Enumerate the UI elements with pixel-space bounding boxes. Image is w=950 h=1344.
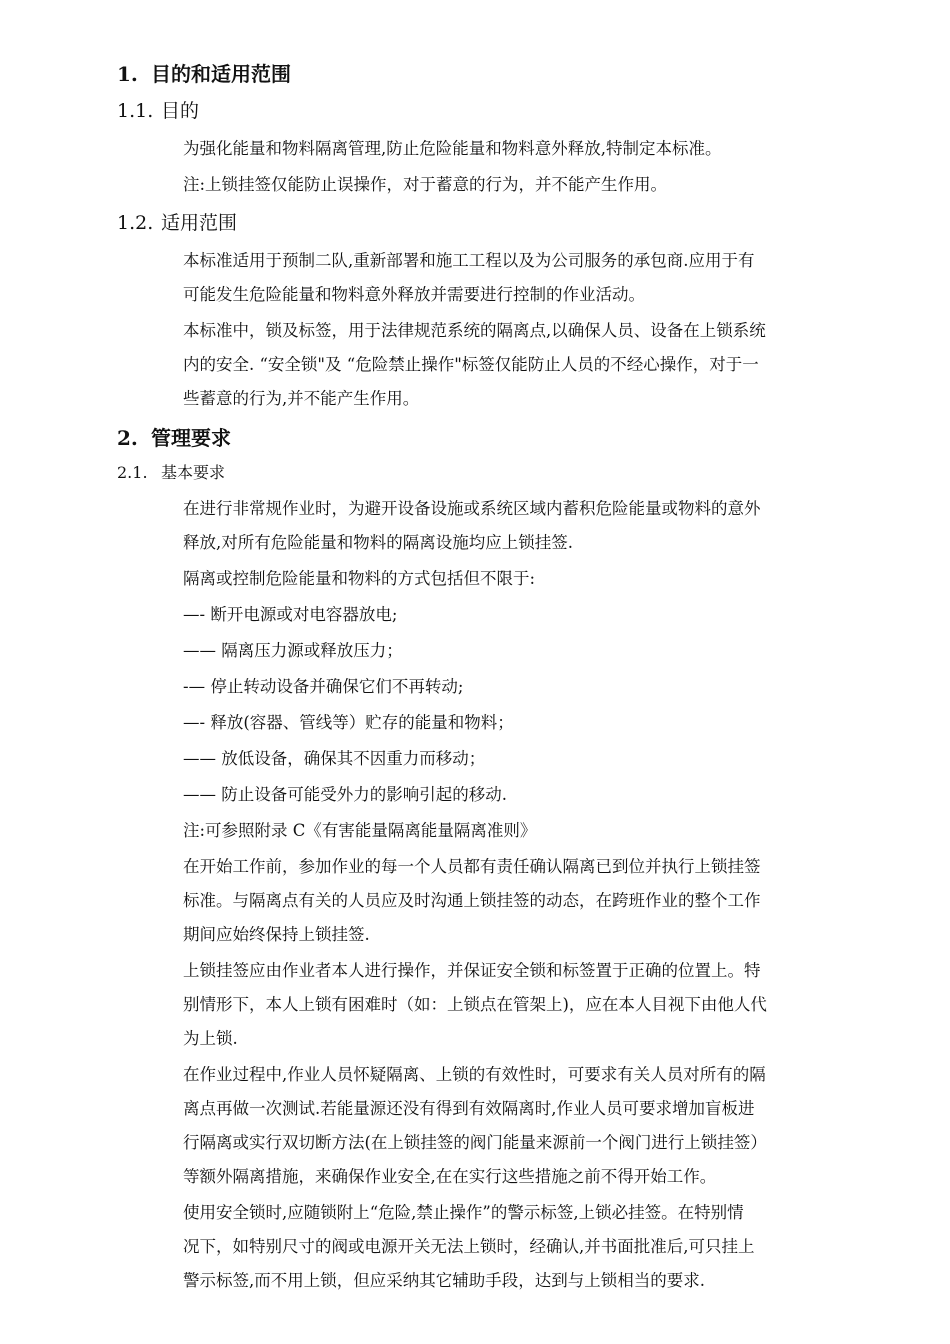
text-line: 使用安全锁时,应随锁附上“危险,禁止操作”的警示标签,上锁必挂签。在特别情 — [183, 1203, 744, 1222]
section-title: 目的 — [161, 100, 200, 122]
text-line: 期间应始终保持上锁挂签. — [183, 925, 370, 944]
text-line: 本标准中，锁及标签，用于法律规范系统的隔离点,以确保人员、设备在上锁系统 — [183, 321, 766, 340]
paragraph — [183, 244, 861, 312]
section-number: 1.1. — [117, 100, 154, 122]
section-title: 目的和适用范围 — [151, 62, 291, 86]
paragraph — [183, 314, 861, 416]
text-line: 上锁挂签应由作业者本人进行操作，并保证安全锁和标签置于正确的位置上。特 — [183, 961, 761, 980]
paragraph — [183, 168, 861, 202]
paragraph — [183, 706, 861, 740]
text-line: 在作业过程中,作业人员怀疑隔离、上锁的有效性时，可要求有关人员对所有的隔 — [183, 1065, 766, 1084]
text-line: 内的安全. “安全锁"及 “危险禁止操作"标签仅能防止人员的不经心操作，对于一 — [183, 355, 759, 374]
text-line: —- 断开电源或对电容器放电; — [183, 605, 398, 624]
text-line: —— 防止设备可能受外力的影响引起的移动. — [183, 785, 507, 804]
paragraph — [183, 814, 861, 848]
text-line: 在开始工作前，参加作业的每一个人员都有责任确认隔离已到位并执行上锁挂签 — [183, 857, 761, 876]
text-line: 离点再做一次测试.若能量源还没有得到有效隔离时,作业人员可要求增加盲板进 — [183, 1099, 755, 1118]
section-title: 适用范围 — [161, 212, 238, 234]
section-number: 2.1. — [117, 463, 148, 482]
paragraph — [183, 670, 861, 704]
paragraph — [183, 598, 861, 632]
text-line: 本标准适用于预制二队,重新部署和施工工程以及为公司服务的承包商.应用于有 — [183, 251, 755, 270]
text-line: 况下，如特别尺寸的阀或电源开关无法上锁时，经确认,并书面批准后,可只挂上 — [183, 1237, 755, 1256]
section-number: 2. — [117, 426, 138, 450]
text-line: 为强化能量和物料隔离管理,防止危险能量和物料意外释放,特制定本标准。 — [183, 139, 722, 158]
text-line: -— 停止转动设备并确保它们不再转动; — [183, 677, 464, 696]
section-2-1-heading — [117, 456, 950, 490]
section-1-2-body — [0, 244, 950, 416]
section-title: 基本要求 — [161, 463, 226, 482]
text-line: 行隔离或实行双切断方法(在上锁挂签的阀门能量来源前一个阀门进行上锁挂签） — [183, 1133, 767, 1152]
section-number: 1.2. — [117, 212, 154, 234]
section-title: 管理要求 — [151, 426, 231, 450]
text-line: 别情形下，本人上锁有困难时（如：上锁点在管架上)，应在本人目视下由他人代 — [183, 995, 767, 1014]
text-line: 注:上锁挂签仅能防止误操作，对于蓄意的行为，并不能产生作用。 — [183, 175, 668, 194]
section-1-1-heading — [117, 92, 950, 130]
paragraph — [183, 492, 861, 560]
text-line: 等额外隔离措施，来确保作业安全,在在实行这些措施之前不得开始工作。 — [183, 1167, 717, 1186]
paragraph — [183, 742, 861, 776]
text-line: 可能发生危险能量和物料意外释放并需要进行控制的作业活动。 — [183, 285, 645, 304]
paragraph — [183, 634, 861, 668]
section-number: 1. — [117, 62, 138, 86]
text-line: 释放,对所有危险能量和物料的隔离设施均应上锁挂签. — [183, 533, 573, 552]
paragraph — [183, 778, 861, 812]
section-1-heading — [117, 56, 950, 92]
section-2-heading — [117, 420, 950, 456]
paragraph — [183, 132, 861, 166]
section-1-1-body — [0, 132, 950, 202]
section-1-2-heading — [117, 204, 950, 242]
section-2-1-body — [0, 492, 950, 1298]
text-line: 隔离或控制危险能量和物料的方式包括但不限于: — [183, 569, 536, 588]
paragraph — [183, 954, 861, 1056]
text-line: 警示标签,而不用上锁，但应采纳其它辅助手段，达到与上锁相当的要求. — [183, 1271, 705, 1290]
text-line: 些蓄意的行为,并不能产生作用。 — [183, 389, 420, 408]
paragraph — [183, 850, 861, 952]
text-line: 标准。与隔离点有关的人员应及时沟通上锁挂签的动态，在跨班作业的整个工作 — [183, 891, 761, 910]
text-line: —— 放低设备，确保其不因重力而移动； — [183, 749, 486, 768]
text-line: —— 隔离压力源或释放压力； — [183, 641, 403, 660]
paragraph — [183, 1196, 861, 1298]
paragraph — [183, 1058, 861, 1194]
text-line: 注:可参照附录 C《有害能量隔离能量隔离准则》 — [183, 821, 537, 840]
paragraph — [183, 562, 861, 596]
text-line: 为上锁. — [183, 1029, 238, 1048]
text-line: 在进行非常规作业时，为避开设备设施或系统区域内蓄积危险能量或物料的意外 — [183, 499, 761, 518]
text-line: —- 释放(容器、管线等）贮存的能量和物料； — [183, 713, 514, 732]
